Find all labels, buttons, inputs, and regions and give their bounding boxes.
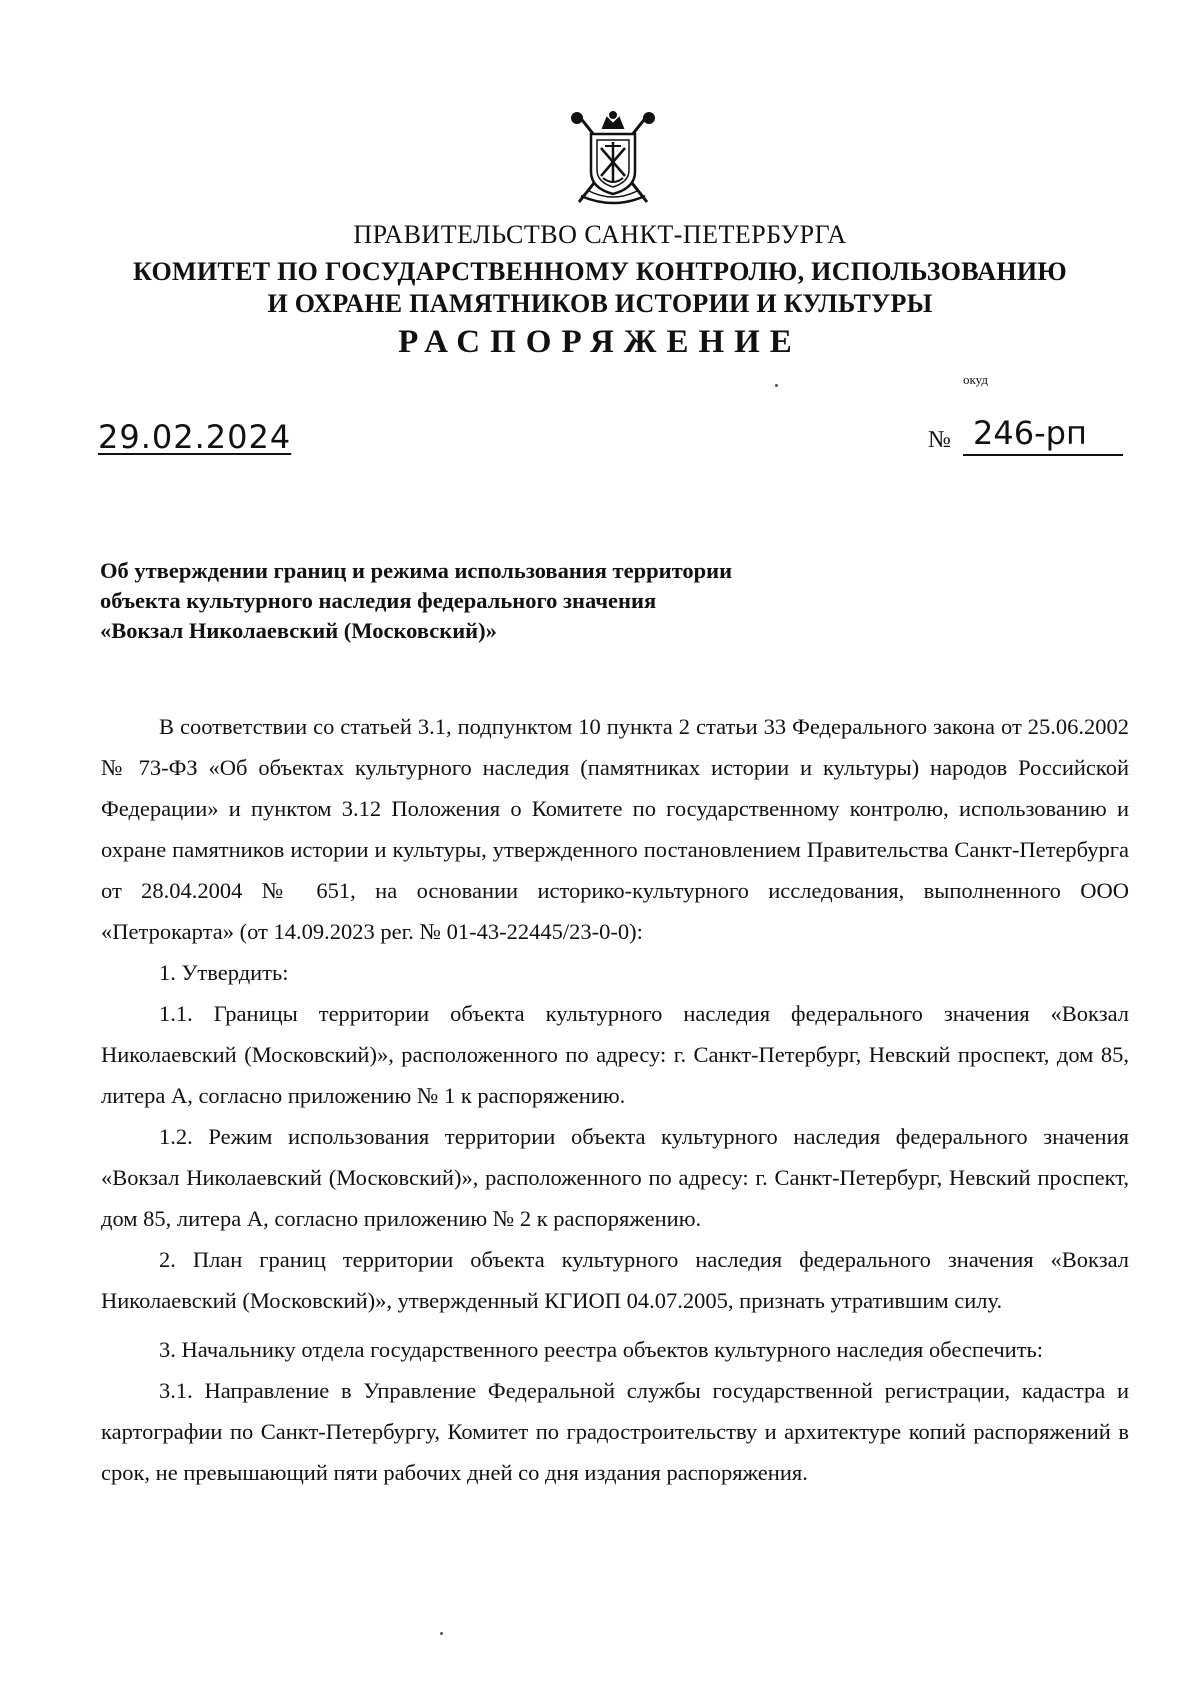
body-paragraph: 3.1. Направление в Управление Федеральной службы государственной регистрации, кадастра и картографии по Санкт-Петербургу, Комитет по градостроительству и архитектуре копий распоряжений в срок, не превышающий пяти рабочих дней со дня издания распоряжения.	[101, 1378, 1129, 1485]
body-paragraph: 2. План границ территории объекта культурного наследия федерального значения «Вокзал Николаевский (Московский)», утвержденный КГИОП 04.07.2005, признать утратившим силу.	[101, 1247, 1129, 1313]
scan-speck	[440, 1632, 443, 1635]
coat-of-arms-emblem	[567, 110, 659, 210]
okud-label: окуд	[963, 372, 988, 387]
committee-heading-line1: КОМИТЕТ ПО ГОСУДАРСТВЕННОМУ КОНТРОЛЮ, ИСПОЛЬЗОВАНИЮ	[133, 257, 1067, 286]
government-heading: ПРАВИТЕЛЬСТВО САНКТ-ПЕТЕРБУРГА	[353, 220, 847, 249]
body-paragraph: 3. Начальнику отдела государственного реестра объектов культурного наследия обеспечить:	[159, 1337, 1044, 1362]
title-line: Об утверждении границ и режима использования территории	[100, 558, 733, 583]
title-line: «Вокзал Николаевский (Московский)»	[100, 618, 497, 643]
body-paragraph: 1.1. Границы территории объекта культурного наследия федерального значения «Вокзал Николаевский (Московский)», расположенного по адресу: г. Санкт-Петербург, Невский проспект, дом 85, литера А, согласно приложению № 1 к распоряжению.	[101, 1001, 1129, 1108]
scan-speck	[775, 384, 778, 387]
body-paragraph: В соответствии со статьей 3.1, подпунктом 10 пункта 2 статьи 33 Федерального закона от 25.06.2002 № 73-ФЗ «Об объектах культурного наследия (памятниках истории и культуры) народов Российской Федерации» и пунктом 3.12 Положения о Комитете по государственному контролю, использованию и охране памятников истории и культуры, утвержденного постановлением Правительства Санкт-Петербурга от 28.04.2004 № 651, на основании историко-культурного исследования, выполненного ООО «Петрокарта» (от 14.09.2023 рег. № 01-43-22445/23-0-0):	[101, 714, 1129, 944]
document-title	[100, 556, 860, 646]
document-type-heading: РАСПОРЯЖЕНИЕ	[398, 324, 802, 360]
body-paragraph: 1. Утвердить:	[159, 960, 289, 985]
number-label: №	[928, 427, 951, 453]
document-number: 246-рп	[963, 414, 1123, 456]
body-paragraph: 1.2. Режим использования территории объекта культурного наследия федерального значения «Вокзал Николаевский (Московский)», расположенного по адресу: г. Санкт-Петербург, Невский проспект, дом 85, литера А, согласно приложению № 2 к распоряжению.	[101, 1124, 1129, 1231]
committee-heading-line2: И ОХРАНЕ ПАМЯТНИКОВ ИСТОРИИ И КУЛЬТУРЫ	[267, 289, 933, 318]
document-body	[101, 706, 1129, 1493]
title-line: объекта культурного наследия федерального значения	[100, 588, 657, 613]
document-date: 29.02.2024	[98, 418, 292, 456]
